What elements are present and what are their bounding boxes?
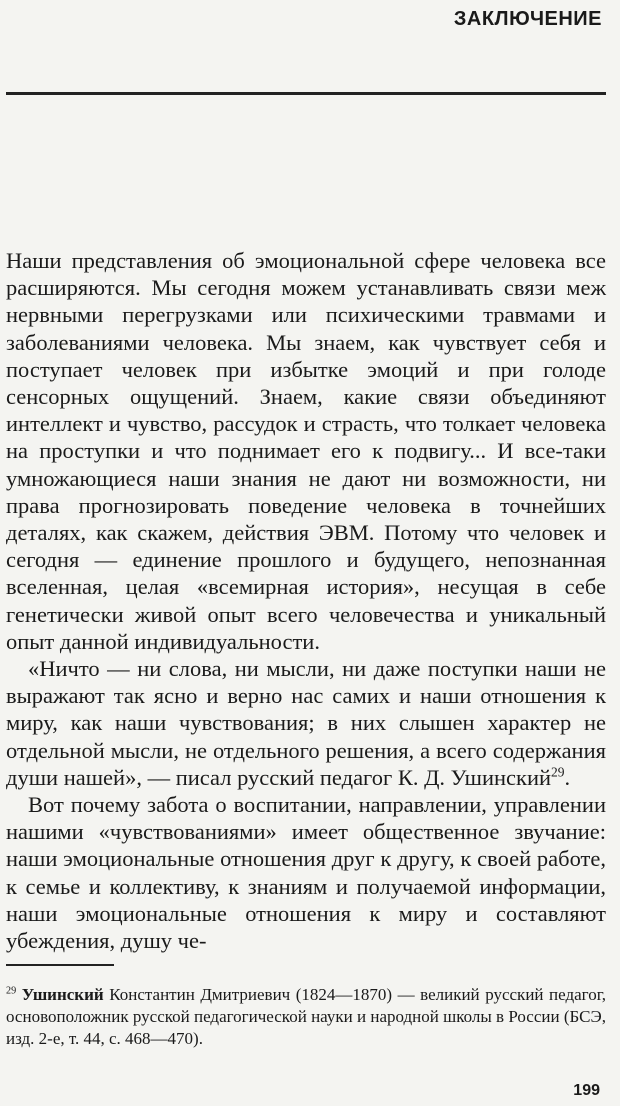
footnote-rule bbox=[6, 964, 114, 966]
header-rule bbox=[6, 92, 606, 95]
footnote-number: 29 bbox=[6, 985, 17, 997]
running-header: ЗАКЛЮЧЕНИЕ bbox=[453, 8, 602, 30]
paragraph-1: Наши представления об эмоциональной сфере человека все расширяются. Мы сегодня можем устанавливать связи меж нервными перегрузками или психическими травмами и заболеваниями человека. Мы знаем, как чувствует себя и поступает человек при избытке эмоций и при голоде сенсорных ощущений. Знаем, какие связи объединяют интеллект и чувство, рассудок и страсть, что толкает человека на проступки и что поднимает его к подвигу... И все-таки умножающиеся наши знания не дают ни возможности, ни права прогнозировать поведение человека в точнейших деталях, как скажем, действия ЭВМ. Потому что человек и сегодня — единение прошлого и будущего, непознанная вселенная, целая «всемирная история», несущая в себе генетически живой опыт всего человечества и уникальный опыт данной индивидуальности. bbox=[6, 248, 606, 654]
paragraph-2-text: «Ничто — ни слова, ни мысли, ни даже поступки наши не выражают так ясно и верно нас самих и наши отношения к миру, как наши чувствования; в них слышен характер не отдельной мысли, не отдельного решения, а всего содержания души нашей», — писал русский педагог К. Д. Ушинский bbox=[6, 656, 606, 790]
paragraph-3: Вот почему забота о воспитании, направлении, управлении нашими «чувствованиями» имеет общественное звучание: наши эмоциональные отношения друг к другу, к своей работе, к семье и коллективу, к знаниям и получаемой информации, наши эмоциональные отношения к миру и составляют убеждения, душу че- bbox=[6, 792, 606, 954]
page-number: 199 bbox=[573, 1082, 600, 1099]
footnote-name: Ушинский bbox=[21, 985, 104, 1004]
main-text bbox=[6, 247, 606, 954]
paragraph-2: «Ничто — ни слова, ни мысли, ни даже поступки наши не выражают так ясно и верно нас самих и наши отношения к миру, как наши чувствования; в них слышен характер не отдельной мысли, не отдельного решения, а всего содержания души нашей», — писал русский педагог К. Д. Ушинский$^{29}$. bbox=[6, 656, 606, 790]
footnote-ref-29[interactable]: 29 bbox=[551, 764, 565, 780]
footnote-text: Константин Дмитриевич (1824—1870) — великий русский педагог, основоположник русской педагогической науки и народной школы в России (БСЭ, изд. 2-е, т. 44, с. 468—470). bbox=[6, 985, 607, 1048]
footnote-29 bbox=[6, 984, 606, 1050]
